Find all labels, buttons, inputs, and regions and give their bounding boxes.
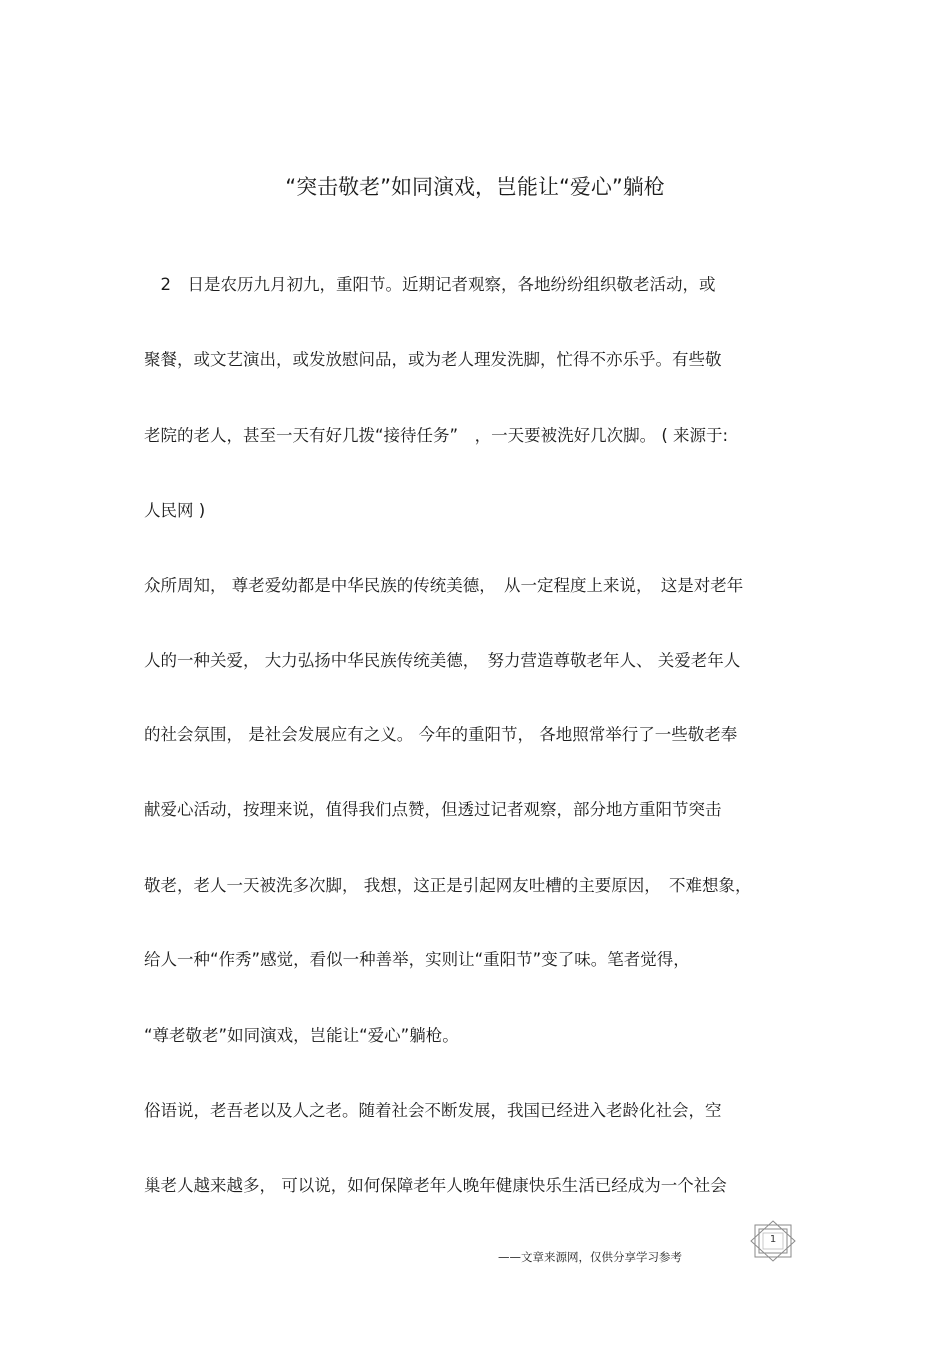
body-line: 给人一种“作秀”感觉，看似一种善举，实则让“重阳节”变了味。笔者觉得， xyxy=(144,950,690,969)
body-line: 聚餐，或文艺演出，或发放慰问品，或为老人理发洗脚，忙得不亦乐乎。有些敬 xyxy=(144,350,722,369)
body-line: 献爱心活动，按理来说，值得我们点赞，但透过记者观察，部分地方重阳节突击 xyxy=(144,800,722,819)
body-line: 敬老，老人一天被洗多次脚， 我想，这正是引起网友吐槽的主要原因， 不难想象， xyxy=(144,876,752,895)
source-note: ——文章来源网，仅供分享学习参考 xyxy=(498,1250,682,1264)
page-number: 1 xyxy=(769,1234,777,1245)
body-line: 众所周知， 尊老爱幼都是中华民族的传统美德， 从一定程度上来说， 这是对老年 xyxy=(144,576,744,595)
page-number-badge xyxy=(749,1220,797,1262)
body-line: 巢老人越来越多， 可以说，如何保障老年人晚年健康快乐生活已经成为一个社会 xyxy=(144,1176,727,1195)
body-line: 2 日是农历九月初九，重阳节。近期记者观察，各地纷纷组织敬老活动，或 xyxy=(144,275,716,294)
body-line: 人民网 ) xyxy=(144,501,206,520)
body-line: “尊老敬老”如同演戏，岂能让“爱心”躺枪。 xyxy=(144,1026,459,1045)
body-line: 俗语说，老吾老以及人之老。随着社会不断发展，我国已经进入老龄化社会，空 xyxy=(144,1101,722,1120)
article-title: “突击敬老”如同演戏，岂能让“爱心”躺枪 xyxy=(285,175,665,199)
body-line: 的社会氛围， 是社会发展应有之义。 今年的重阳节， 各地照常举行了一些敬老奉 xyxy=(144,725,738,744)
body-line: 人的一种关爱， 大力弘扬中华民族传统美德， 努力营造尊敬老年人、 关爱老年人 xyxy=(144,651,741,670)
body-line: 老院的老人，甚至一天有好几拨“接待任务” ，一天要被洗好几次脚。 ( 来源于: xyxy=(144,426,729,445)
